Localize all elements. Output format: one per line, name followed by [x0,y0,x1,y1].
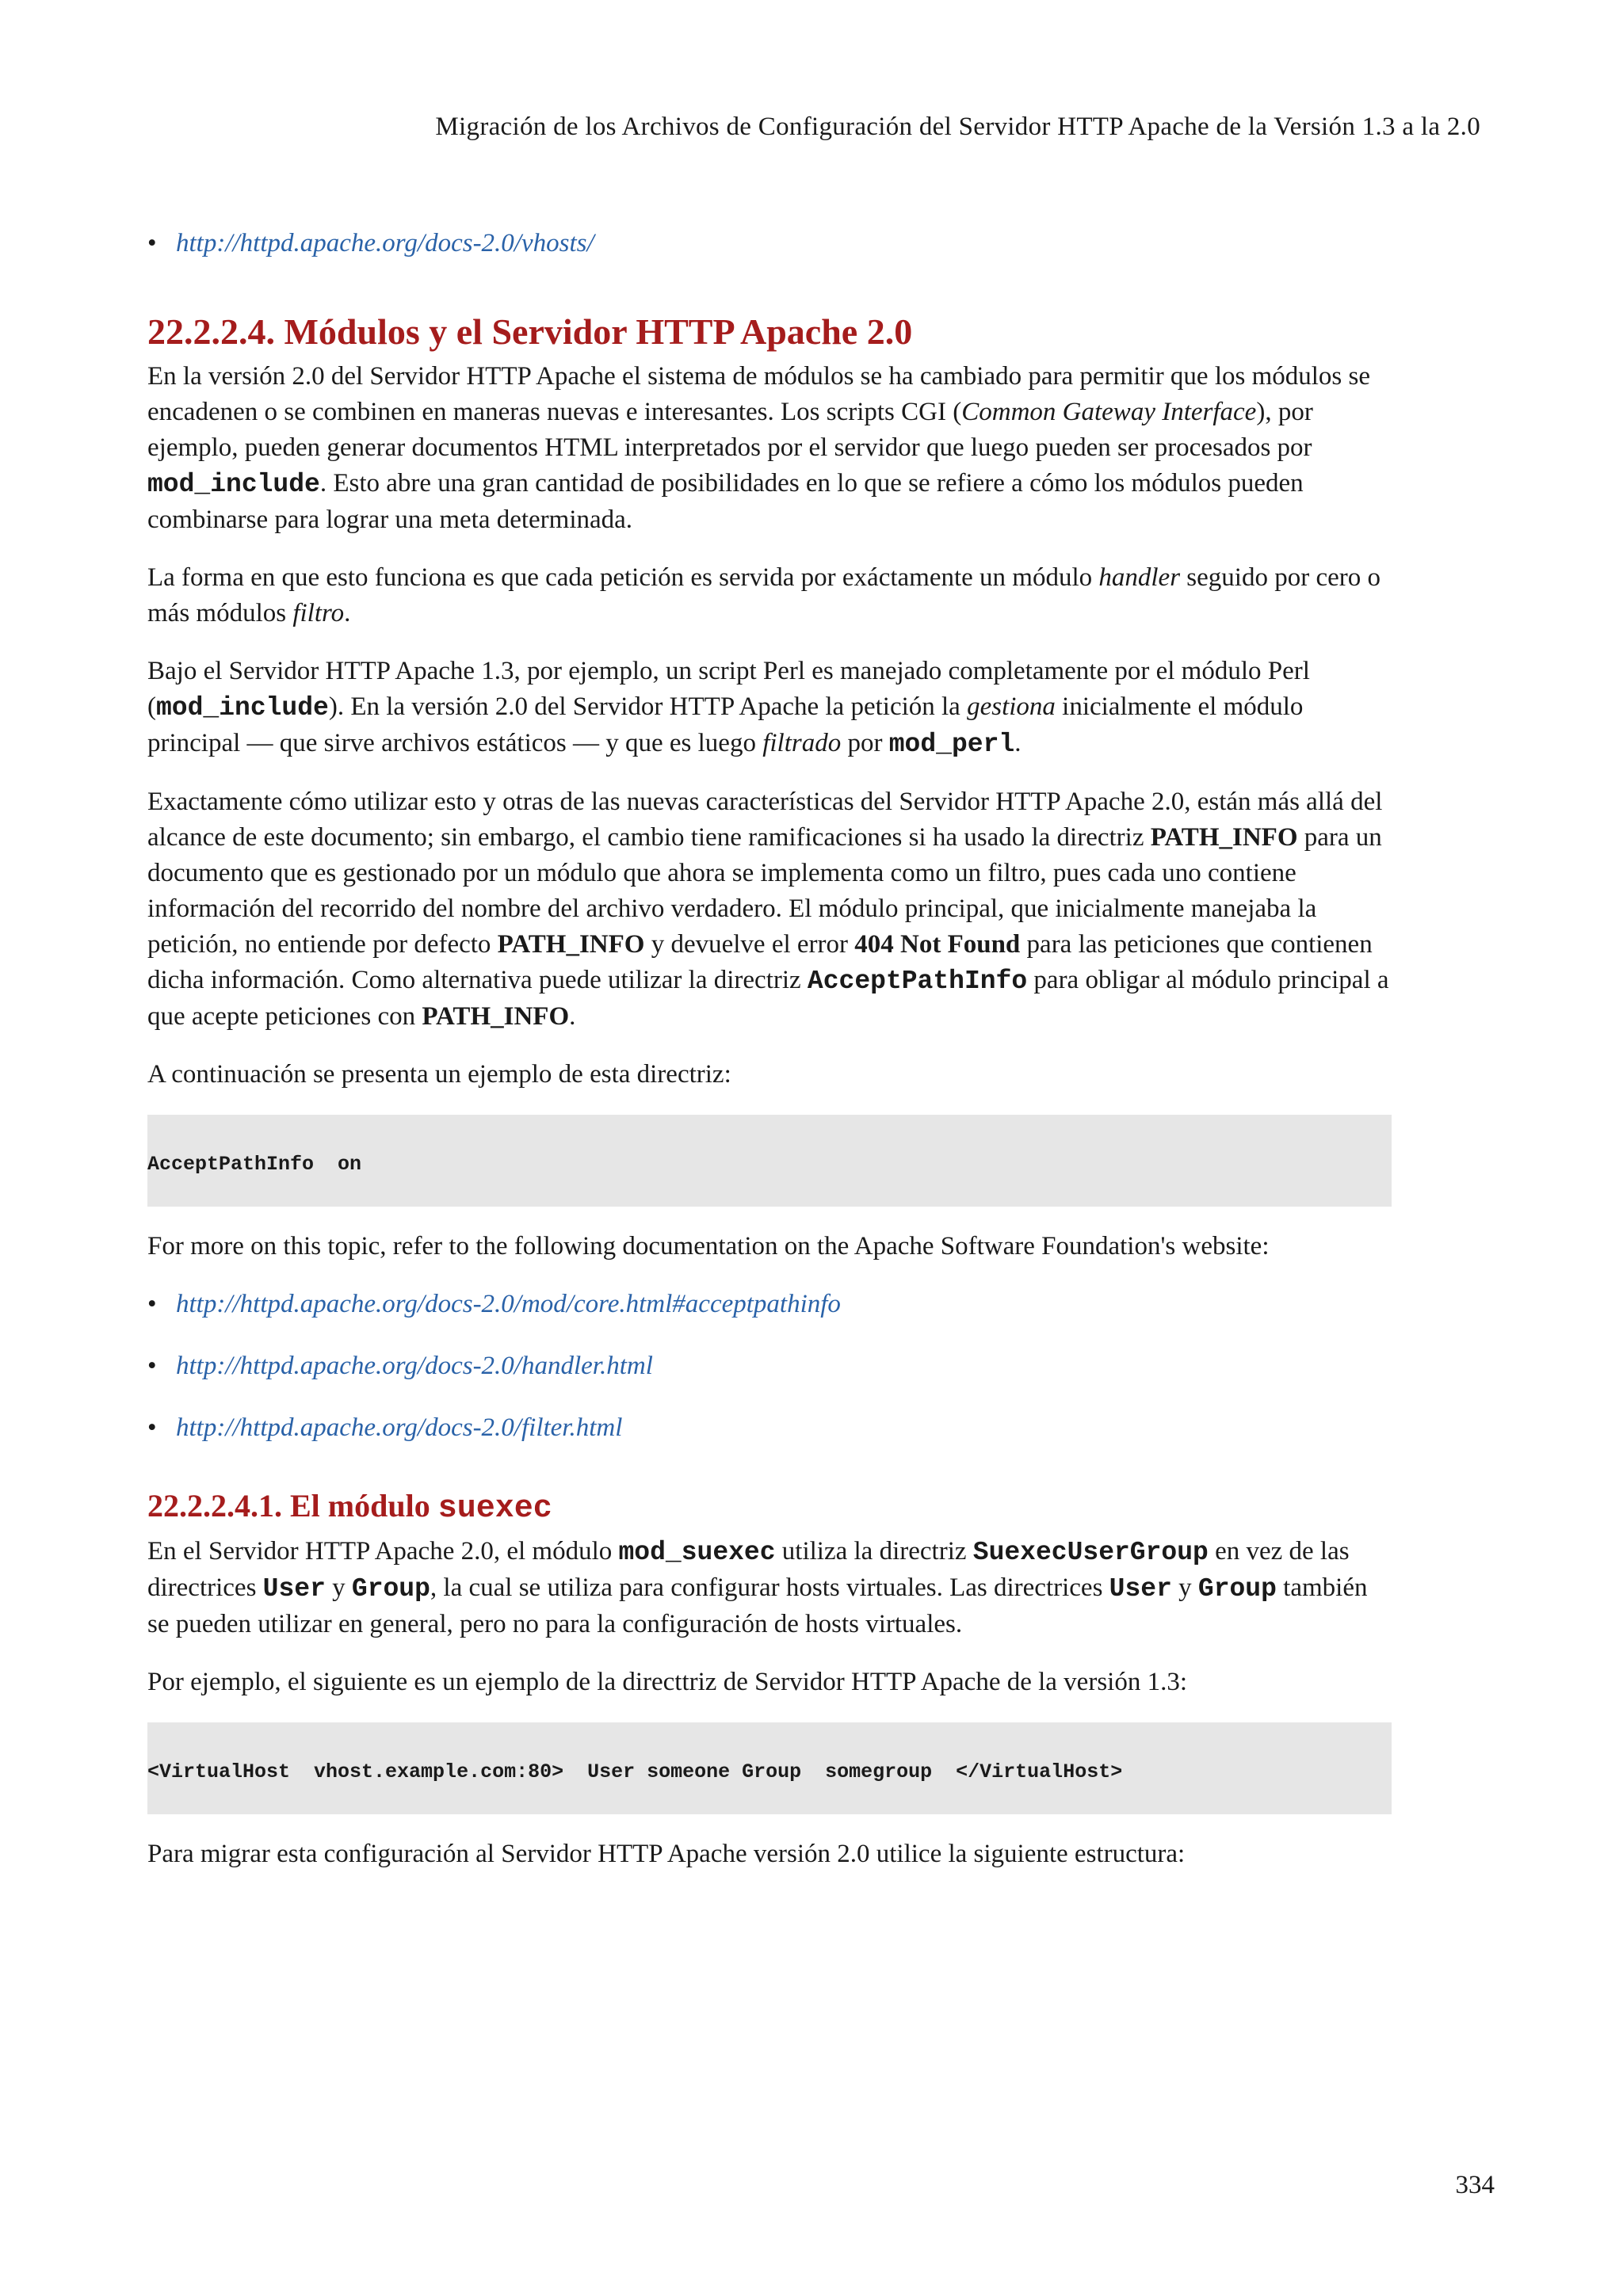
code-term: mod_suexec [618,1538,776,1567]
paragraph: A continuación se presenta un ejemplo de esta directriz: [147,1060,731,1089]
paragraph: Por ejemplo, el siguiente es un ejemplo de la directtriz de Servidor HTTP Apache de la versión 1.3: [147,1668,1187,1696]
paragraph: Bajo el Servidor HTTP Apache 1.3, por ejemplo, un script Perl es manejado completamente por el módulo Perl (mod_include). En la versión 2.0 del Servidor HTTP Apache la petición la gestiona inicialmente el módulo principal — que sirve archivos estáticos — y que es luego filtrado por mod_perl. [147,657,1310,759]
paragraph: La forma en que esto funciona es que cada petición es servida por exáctamente un módulo handler seguido por cero o más módulos filtro. [147,563,1381,627]
link-list [147,1287,1392,1445]
list-item [147,1287,1392,1322]
code-term: mod_include [147,470,320,499]
page-number: 334 [1455,2171,1495,2199]
link-filter[interactable]: http://httpd.apache.org/docs-2.0/filter.html [176,1413,623,1442]
code-term: User [1109,1574,1172,1604]
code-block: <VirtualHost vhost.example.com:80> User someone Group somegroup </VirtualHost> [147,1722,1392,1814]
paragraph: For more on this topic, refer to the following documentation on the Apache Software Foundation's website: [147,1232,1270,1261]
link-acceptpathinfo[interactable]: http://httpd.apache.org/docs-2.0/mod/core.html#acceptpathinfo [176,1290,841,1318]
link-list-top [147,226,1392,261]
paragraph: Exactamente cómo utilizar esto y otras de las nuevas características del Servidor HTTP Apache 2.0, están más allá del alcance de este documento; sin embargo, el cambio tiene ramificaciones si ha usado la directriz PATH_INFO para un documento que es gestionado por un módulo que ahora se implementa como un filtro, pues cada uno contiene información del recorrido del nombre del archivo verdadero. El módulo principal, que inicialmente manejaba la petición, no entiende por defecto PATH_INFO y devuelve el error 404 Not Found para las peticiones que contienen dicha información. Como alternativa puede utilizar la directriz AcceptPathInfo para obligar al módulo principal a que acepte peticiones con PATH_INFO. [147,788,1389,1031]
page-content [147,226,1392,1894]
code-term: SuexecUserGroup [972,1538,1209,1567]
list-item [147,1410,1392,1445]
code-block: AcceptPathInfo on [147,1115,1392,1207]
running-header: Migración de los Archivos de Configuración del Servidor HTTP Apache de la Versión 1.3 a la 2.0 [435,113,1480,141]
code-term: mod_include [156,693,329,723]
code-term: AcceptPathInfo [807,967,1028,996]
paragraph: En el Servidor HTTP Apache 2.0, el módulo mod_suexec utiliza la directriz SuexecUserGroup en vez de las directrices User y Group, la cual se utiliza para configurar hosts virtuales. Las directrices User y Group también se pueden utilizar en general, pero no para la configuración de hosts virtuales. [147,1537,1368,1638]
code-term: User [262,1574,326,1604]
section-heading-modules: 22.2.2.4. Módulos y el Servidor HTTP Apache 2.0 [147,311,913,352]
link-handler[interactable]: http://httpd.apache.org/docs-2.0/handler.html [176,1352,653,1380]
link-vhosts[interactable]: http://httpd.apache.org/docs-2.0/vhosts/ [176,229,594,257]
paragraph: Para migrar esta configuración al Servidor HTTP Apache versión 2.0 utilice la siguiente estructura: [147,1840,1186,1868]
paragraph: En la versión 2.0 del Servidor HTTP Apache el sistema de módulos se ha cambiado para permitir que los módulos se encadenen o se combinen en maneras nuevas e interesantes. Los scripts CGI (Common Gateway Interface), por ejemplo, pueden generar documentos HTML interpretados por el servidor que luego pueden ser procesados por mod_include. Esto abre una gran cantidad de posibilidades en lo que se refiere a cómo los módulos pueden combinarse para lograr una meta determinada. [147,362,1371,534]
code-term: mod_perl [888,730,1015,759]
code-term: Group [1197,1574,1277,1604]
subsection-heading-suexec: 22.2.2.4.1. El módulo suexec [147,1488,552,1527]
list-item [147,1348,1392,1383]
code-term: Group [351,1574,430,1604]
list-item [147,226,1392,261]
